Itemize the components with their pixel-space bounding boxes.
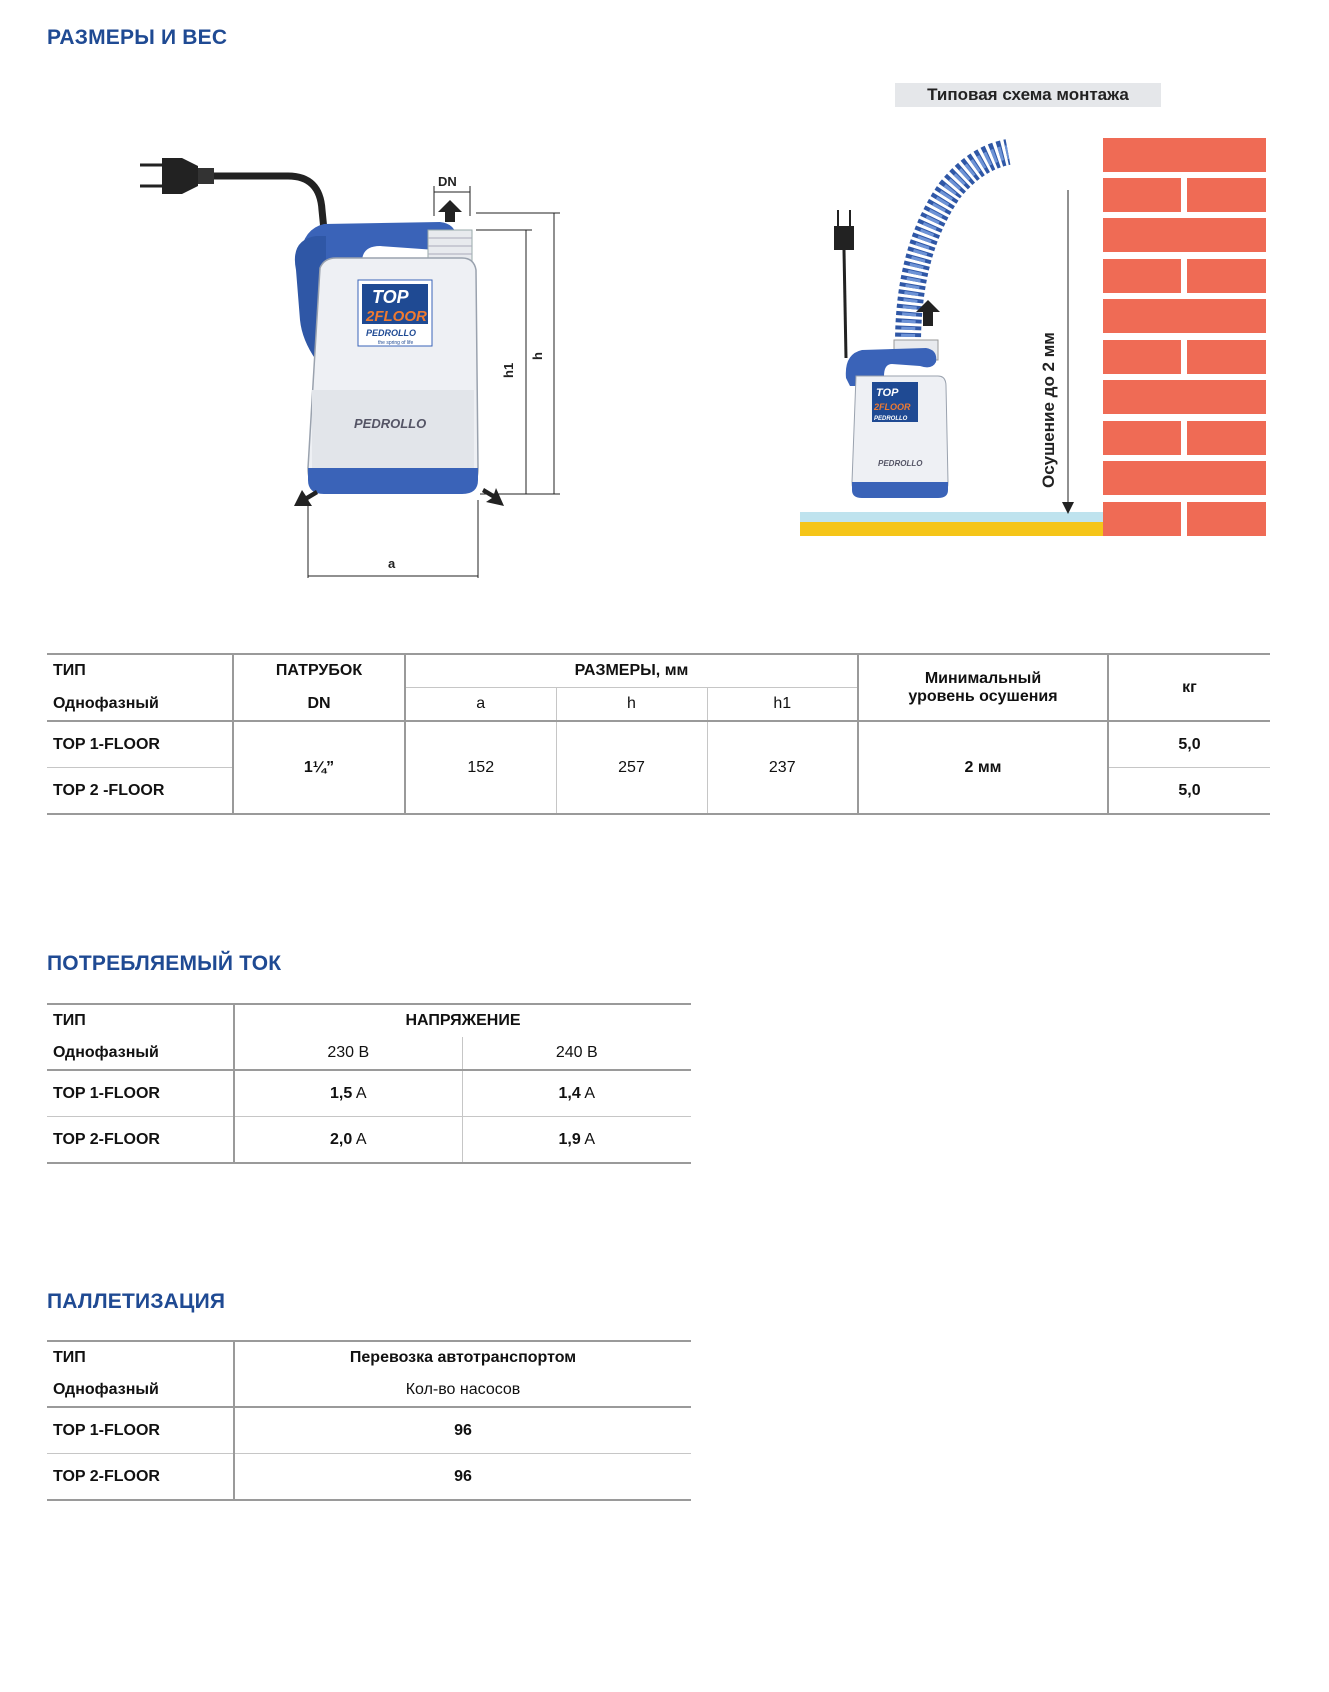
cell-h: 257: [556, 721, 707, 814]
dim-h1-label: h1: [501, 362, 516, 378]
cell-230v: [234, 1117, 462, 1164]
header-min-level: [858, 654, 1108, 721]
floor-slab: [800, 522, 1103, 536]
water-layer: [800, 512, 1103, 522]
header-kg: кг: [1108, 654, 1270, 721]
dim-a-label: a: [388, 556, 396, 571]
section-title-sizes: РАЗМЕРЫ И ВЕС: [47, 26, 228, 49]
pallet-table: [47, 1340, 691, 1501]
support-arrow-left-icon: [294, 490, 318, 506]
logo-floor-text: 2FLOOR: [874, 402, 911, 412]
logo-brand-small: PEDROLLO: [874, 416, 908, 422]
installation-diagram: [800, 130, 1280, 560]
header-240v: 240 В: [462, 1037, 691, 1070]
table-row: [47, 1117, 691, 1164]
header-type: ТИП: [53, 662, 86, 680]
section-title-pallet: ПАЛЛЕТИЗАЦИЯ: [47, 1290, 226, 1313]
header-voltage: НАПРЯЖЕНИЕ: [234, 1004, 691, 1037]
row-model: TOP 2-FLOOR: [47, 1117, 234, 1164]
header-type: ТИП: [53, 1012, 86, 1029]
header-h1: h1: [707, 688, 858, 722]
header-sizes: РАЗМЕРЫ, мм: [405, 654, 858, 688]
drain-level-label: Осушение до 2 мм: [1039, 332, 1058, 488]
dimensions-table: [47, 653, 1270, 815]
logo-top-text: TOP: [876, 387, 899, 399]
body-brand-text: PEDROLLO: [878, 459, 923, 468]
logo-floor-text: 2FLOOR: [366, 308, 427, 325]
pump-dimension-diagram: [140, 150, 610, 590]
dim-dn-label: DN: [438, 174, 457, 189]
cell-value: 1,9: [558, 1130, 581, 1148]
power-cable: [214, 176, 324, 230]
header-min-level-line1: Минимальный: [924, 669, 1042, 687]
cell-value: 1,4: [558, 1084, 581, 1102]
cell-h1: 237: [707, 721, 858, 814]
row-model: TOP 2 -FLOOR: [47, 768, 233, 815]
power-cable: [844, 250, 846, 358]
cell-unit: A: [584, 1084, 595, 1102]
header-min-level-line2: уровень осушения: [908, 687, 1058, 705]
table-row: [47, 1454, 691, 1501]
row-model: TOP 2-FLOOR: [47, 1454, 234, 1501]
cell-kg: 5,0: [1108, 768, 1270, 815]
pump-base: [852, 482, 948, 498]
header-transport: Перевозка автотранспортом: [234, 1341, 691, 1374]
cell-value: 1,5: [330, 1084, 353, 1102]
section-title-current: ПОТРЕБЛЯЕМЫЙ ТОК: [47, 952, 282, 975]
body-brand-text: PEDROLLO: [354, 416, 427, 431]
support-arrow-right-icon: [482, 488, 504, 506]
row-model: TOP 1-FLOOR: [53, 1084, 160, 1102]
cell-dn: 1¼”: [233, 721, 405, 814]
cell-qty: 96: [234, 1407, 691, 1454]
logo-tagline: the spring of life: [378, 340, 414, 346]
cell-min-level: 2 мм: [858, 721, 1108, 814]
header-230v: 230 В: [234, 1037, 462, 1070]
cell-kg: 5,0: [1108, 721, 1270, 768]
cell-230v: [234, 1070, 462, 1117]
plug-icon: [834, 210, 854, 250]
header-qty: Кол-во насосов: [234, 1374, 691, 1407]
cell-unit: A: [355, 1084, 367, 1102]
cell-unit: A: [584, 1130, 595, 1148]
header-phase: Однофазный: [53, 1044, 159, 1061]
cell-unit: A: [355, 1130, 367, 1148]
header-dn: DN: [233, 688, 405, 722]
logo-brand-small: PEDROLLO: [366, 328, 417, 338]
cell-240v: [462, 1117, 691, 1164]
flow-arrow-icon: [438, 200, 462, 222]
header-type: ТИП: [53, 1349, 86, 1366]
cell-a: 152: [405, 721, 556, 814]
header-a: a: [405, 688, 556, 722]
table-row: [47, 1407, 691, 1454]
logo-top-text: TOP: [372, 287, 409, 307]
cell-qty: 96: [234, 1454, 691, 1501]
row-model: TOP 1-FLOOR: [53, 735, 160, 753]
plug-icon: [140, 158, 214, 194]
installation-caption: Типовая схема монтажа: [895, 83, 1161, 107]
header-phase: Однофазный: [53, 1381, 159, 1398]
dim-h-label: h: [530, 352, 545, 360]
current-table: [47, 1003, 691, 1164]
cell-240v: [462, 1070, 691, 1117]
brick-wall: [1103, 138, 1266, 536]
header-h: h: [556, 688, 707, 722]
table-row: [47, 721, 1270, 768]
header-phase: Однофазный: [53, 694, 159, 712]
header-outlet: ПАТРУБОК: [233, 654, 405, 688]
row-model: TOP 1-FLOOR: [53, 1421, 160, 1439]
pump-base: [308, 468, 478, 494]
cell-value: 2,0: [330, 1130, 353, 1148]
table-row: [47, 1070, 691, 1117]
